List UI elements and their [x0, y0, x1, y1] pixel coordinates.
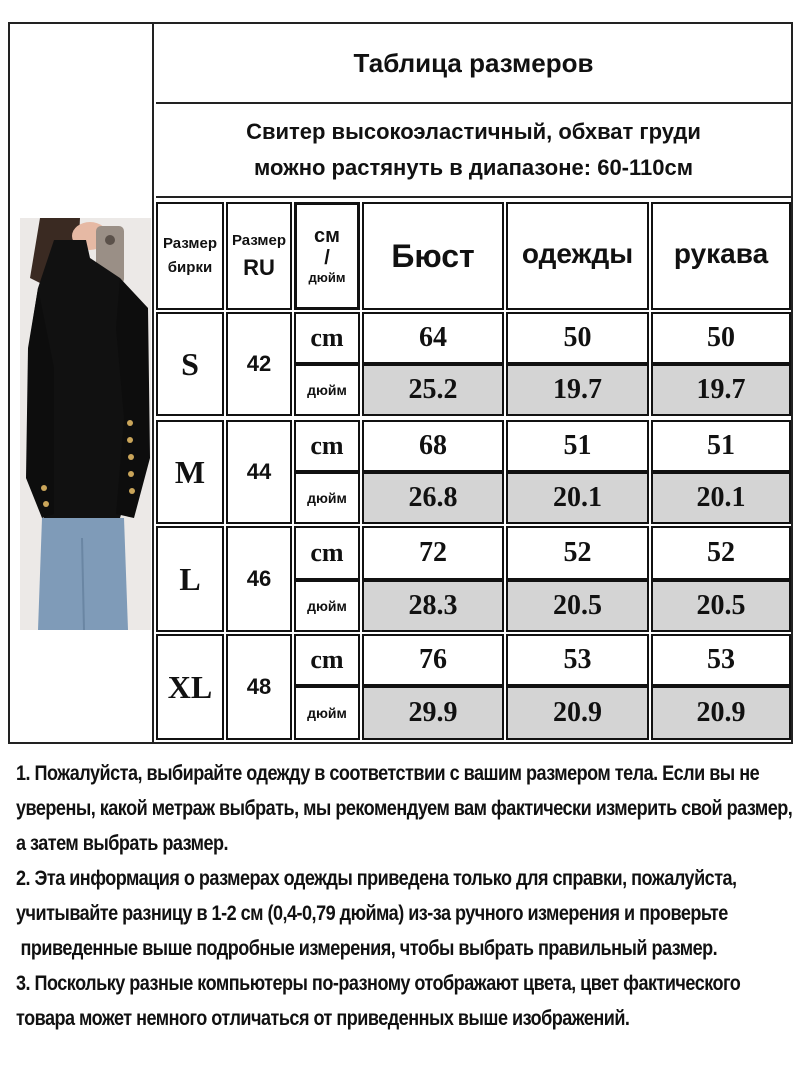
row-s-sleeve-inch: 19.7 — [651, 364, 791, 416]
row-l-clothing-cm: 52 — [506, 526, 649, 580]
row-m-clothing-cm: 51 — [506, 420, 649, 472]
row-s-ru: 42 — [226, 312, 292, 416]
note-line: 3. Поскольку разные компьютеры по-разному отображают цвета, цвет фактического — [16, 972, 741, 995]
row-l-ru: 46 — [226, 526, 292, 632]
notes-section — [16, 756, 794, 1036]
row-m-sleeve-inch: 20.1 — [651, 472, 791, 524]
row-l-sleeve-inch: 20.5 — [651, 580, 791, 632]
header-ru-size-line1: Размер — [231, 232, 287, 249]
row-xl-clothing-cm: 53 — [506, 634, 649, 686]
row-xl-sleeve-cm: 53 — [651, 634, 791, 686]
chart-subtitle — [156, 104, 791, 198]
note-line: а затем выбрать размер. — [16, 832, 229, 855]
row-m-bust-cm: 68 — [362, 420, 504, 472]
row-l-clothing-inch: 20.5 — [506, 580, 649, 632]
row-xl-bust-cm: 76 — [362, 634, 504, 686]
row-l-unit-inch: дюйм — [294, 580, 360, 632]
header-ru-size-line2: RU — [243, 255, 275, 280]
row-s-clothing-cm: 50 — [506, 312, 649, 364]
note-line: 2. Эта информация о размерах одежды приведена только для справки, пожалуйста, — [16, 867, 737, 890]
row-xl-unit-cm: cm — [294, 634, 360, 686]
row-m-unit-inch: дюйм — [294, 472, 360, 524]
row-s-unit-cm: cm — [294, 312, 360, 364]
row-xl-clothing-inch: 20.9 — [506, 686, 649, 740]
row-l-bust-inch: 28.3 — [362, 580, 504, 632]
header-tag-size-line2: бирки — [167, 259, 213, 276]
header-tag-size — [156, 202, 224, 310]
size-table — [156, 198, 793, 744]
row-xl-ru: 48 — [226, 634, 292, 740]
row-m-unit-cm: cm — [294, 420, 360, 472]
header-unit-slash: / — [324, 247, 330, 269]
header-ru-size — [226, 202, 292, 310]
row-xl-tag: XL — [156, 634, 224, 740]
subtitle-line-2: можно растянуть в диапазоне: 60-110см — [253, 155, 694, 180]
row-m-sleeve-cm: 51 — [651, 420, 791, 472]
row-s-bust-cm: 64 — [362, 312, 504, 364]
row-xl-sleeve-inch: 20.9 — [651, 686, 791, 740]
header-unit — [294, 202, 360, 310]
note-line: приведенные выше подробные измерения, чтобы выбрать правильный размер. — [16, 937, 718, 960]
note-line: учитывайте разницу в 1-2 см (0,4-0,79 дюйма) из-за ручного измерения и проверьте — [16, 902, 728, 925]
subtitle-line-1: Свитер высокоэластичный, обхват груди — [246, 119, 701, 144]
header-unit-inch: дюйм — [308, 270, 346, 285]
row-m-ru: 44 — [226, 420, 292, 524]
row-xl-bust-inch: 29.9 — [362, 686, 504, 740]
row-xl-unit-inch: дюйм — [294, 686, 360, 740]
product-photo — [20, 218, 151, 630]
header-sleeve: рукава — [651, 202, 791, 310]
note-line: 1. Пожалуйста, выбирайте одежду в соответствии с вашим размером тела. Если вы не — [16, 762, 760, 785]
model-sweater-image — [20, 218, 151, 630]
note-line: товара может немного отличаться от приведенных выше изображений. — [16, 1007, 630, 1030]
row-s-bust-inch: 25.2 — [362, 364, 504, 416]
header-unit-cm: см — [314, 225, 340, 247]
header-tag-size-line1: Размер — [162, 235, 218, 252]
row-l-tag: L — [156, 526, 224, 632]
row-s-unit-inch: дюйм — [294, 364, 360, 416]
row-l-unit-cm: cm — [294, 526, 360, 580]
chart-title: Таблица размеров — [156, 24, 791, 104]
row-s-sleeve-cm: 50 — [651, 312, 791, 364]
row-s-clothing-inch: 19.7 — [506, 364, 649, 416]
note-line: уверены, какой метраж выбрать, мы рекомендуем вам фактически измерить свой размер, — [16, 797, 793, 820]
row-l-sleeve-cm: 52 — [651, 526, 791, 580]
header-clothing: одежды — [506, 202, 649, 310]
row-m-bust-inch: 26.8 — [362, 472, 504, 524]
row-l-bust-cm: 72 — [362, 526, 504, 580]
header-bust: Бюст — [362, 202, 504, 310]
row-m-clothing-inch: 20.1 — [506, 472, 649, 524]
row-s-tag: S — [156, 312, 224, 416]
row-m-tag: M — [156, 420, 224, 524]
